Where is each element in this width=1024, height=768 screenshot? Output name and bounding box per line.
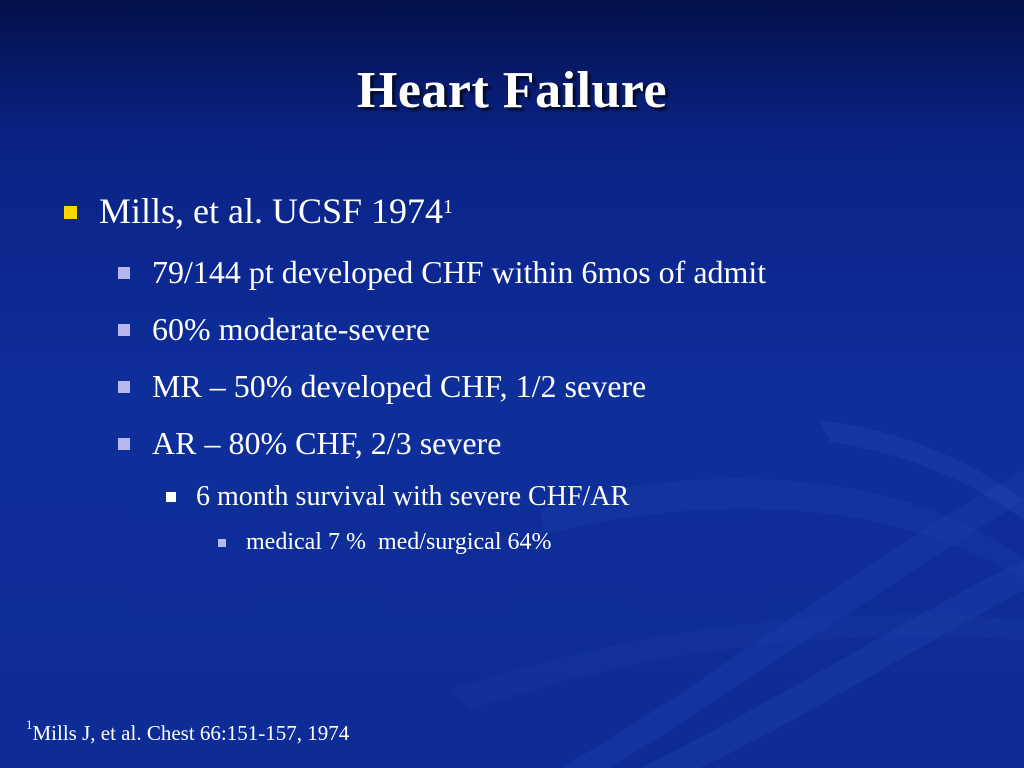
footnote-reference: 1 xyxy=(443,195,454,218)
bullet-text: Mills, et al. UCSF 1974 xyxy=(99,191,444,231)
bullet-level3-item xyxy=(166,481,629,513)
bullet-level2-item xyxy=(118,425,501,462)
footnote-marker: 1 xyxy=(26,717,33,732)
square-bullet-icon xyxy=(118,381,130,393)
bullet-text: medical 7 % med/surgical 64% xyxy=(246,529,552,555)
square-bullet-icon xyxy=(118,324,130,336)
bullet-text: MR – 50% developed CHF, 1/2 severe xyxy=(152,368,647,404)
bullet-level2-item xyxy=(118,311,430,348)
bullet-level2-item xyxy=(118,368,646,405)
footnote xyxy=(26,717,350,746)
bullet-level2-item xyxy=(118,254,766,291)
bullet-text: 60% moderate-severe xyxy=(152,311,431,347)
slide-title: Heart Failure xyxy=(356,62,668,119)
square-bullet-icon xyxy=(118,267,130,279)
bullet-text: 6 month survival with severe CHF/AR xyxy=(196,481,630,512)
square-bullet-icon xyxy=(118,438,130,450)
bullet-level4-item xyxy=(218,529,551,556)
bullet-text: 79/144 pt developed CHF within 6mos of admit xyxy=(152,254,767,290)
square-bullet-icon xyxy=(218,539,226,547)
square-bullet-icon xyxy=(166,492,176,502)
bullet-text: AR – 80% CHF, 2/3 severe xyxy=(152,425,502,461)
square-bullet-icon xyxy=(64,206,77,219)
footnote-text: Mills J, et al. Chest 66:151-157, 1974 xyxy=(32,721,350,745)
bullet-level1-item xyxy=(64,190,453,232)
